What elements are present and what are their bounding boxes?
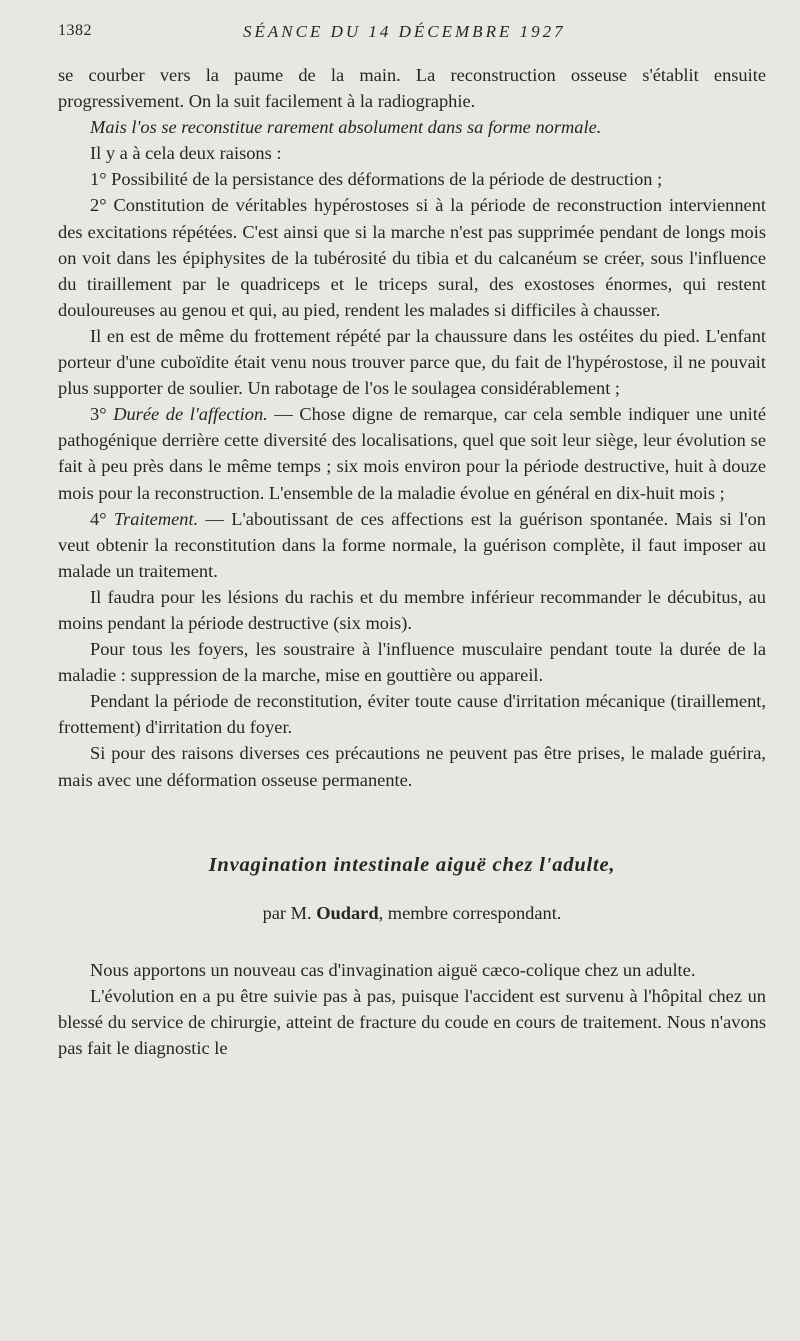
paragraph-italic: [58, 114, 766, 140]
article-title: Invagination intestinale aiguë chez l'adulte,: [208, 853, 616, 876]
paragraph: L'évolution en a pu être suivie pas à pas, puisque l'accident est survenu à l'hôpital chez un blessé du service de chirurgie, atteint de fracture du coude en cours de traitement. Nous n'avons pas fait le diagnostic le: [58, 985, 766, 1058]
paragraph: Si pour des raisons diverses ces précautions ne peuvent pas être prises, le malade guérira, mais avec une déformation osseuse permanente.: [58, 743, 766, 790]
running-header: [58, 22, 760, 46]
paragraph: Pendant la période de reconstitution, éviter toute cause d'irritation mécanique (tiraillement, frottement) d'irritation du foyer.: [58, 691, 766, 738]
paragraph: 4° Traitement. — L'aboutissant de ces affections est la guérison spontanée. Mais si l'on veut obtenir la reconstitution dans la forme normale, la guérison complète, il faut imposer au malade un traitement.: [58, 508, 766, 581]
paragraph: Il en est de même du frottement répété par la chaussure dans les ostéites du pied. L'enfant porteur d'une cuboïdite était venu nous trouver parce que, du fait de l'hypérostose, il ne pouvait plus supporter de soulier. Un rabotage de l'os le soulagea considérablement ;: [58, 325, 766, 399]
byline: par M. Oudard, membre correspondant.: [262, 902, 562, 923]
paragraph: 2° Constitution de véritables hypérostoses si à la période de reconstruction interviennent des excitations répétées. C'est ainsi que si la marche n'est pas supprimée pendant de longs mois on voit dans les épiphysites de la tubérosité du tibia et du calcanéum se créer, sous l'influence du tiraillement par le quadriceps et le triceps sural, des exostoses énormes, qui restent douloureuses au genou et qui, au pied, rendent les malades si difficiles à chausser.: [58, 195, 766, 320]
paragraph: Il faudra pour les lésions du rachis et du membre inférieur recommander le décubitus, au moins pendant la période destructive (six mois).: [58, 586, 766, 633]
paragraph: se courber vers la paume de la main. La reconstruction osseuse s'établit ensuite progressivement. On la suit facilement à la radiographie.: [58, 65, 766, 112]
paragraph: Pour tous les foyers, les soustraire à l'influence musculaire pendant toute la durée de la maladie : suppression de la marche, mise en gouttière ou appareil.: [58, 639, 766, 686]
author-name: Oudard: [316, 902, 379, 923]
emphasis: Traitement.: [113, 508, 199, 529]
page-number: 1382: [58, 22, 92, 39]
paragraph: 3° Durée de l'affection. — Chose digne de remarque, car cela semble indiquer une unité pathogénique derrière cette diversité des localisations, quel que soit leur siège, leur évolution se fait à peu près dans le même temps ; six mois environ pour la période destructive, huit à douze mois pour la reconstruction. L'ensemble de la maladie évolue en général en dix-huit mois ;: [58, 404, 766, 503]
body-text: [58, 62, 766, 1061]
paragraph: Il y a à cela deux raisons :: [90, 143, 282, 164]
running-title: SÉANCE DU 14 DÉCEMBRE 1927: [243, 22, 566, 41]
paragraph: Nous apportons un nouveau cas d'invagination aiguë cæco-colique chez un adulte.: [90, 959, 696, 980]
emphasis: Mais l'os se reconstitue rarement absolument dans sa forme normale.: [90, 117, 602, 138]
paragraph: 1° Possibilité de la persistance des déformations de la période de destruction ;: [90, 169, 663, 190]
emphasis: Durée de l'affection.: [113, 404, 268, 425]
